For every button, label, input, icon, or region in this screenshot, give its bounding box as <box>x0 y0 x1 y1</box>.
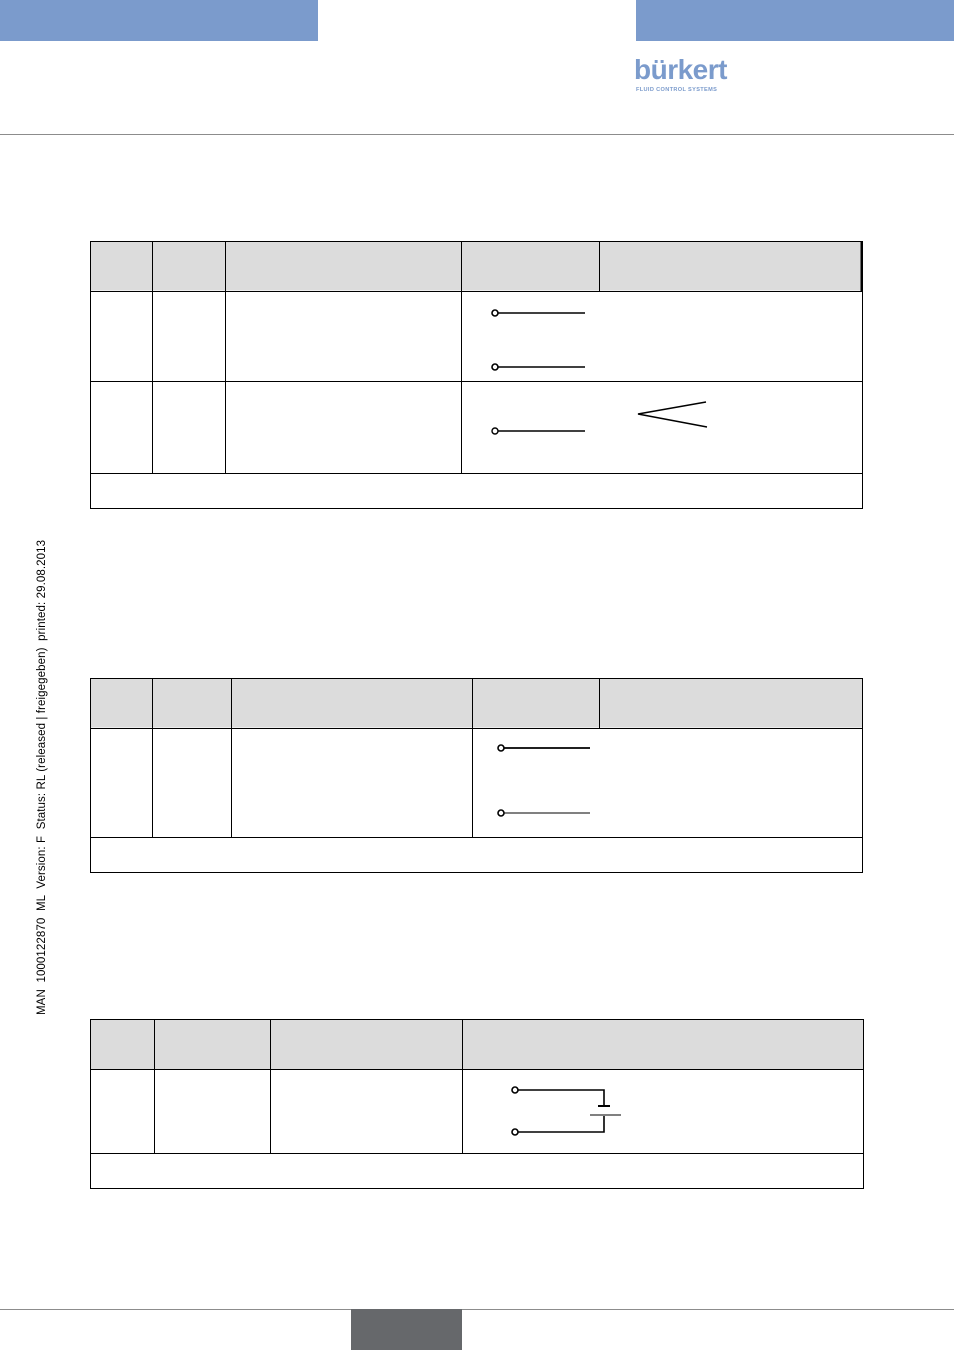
logo-wordmark-text: bürkert <box>634 54 727 85</box>
contact-table-3 <box>90 1019 864 1189</box>
two-terminal-contact-icon <box>498 745 590 816</box>
table-3-header-row <box>91 1020 864 1070</box>
header-divider <box>0 134 954 135</box>
changeover-contact-icon <box>492 402 707 434</box>
page-number-tab <box>351 1309 462 1350</box>
two-terminal-contact-icon <box>492 310 585 370</box>
contact-table-3-grid <box>90 1019 864 1189</box>
contact-table-1-grid <box>90 241 863 509</box>
header-band-right <box>636 0 954 41</box>
table-1-header-row <box>91 242 863 291</box>
footer-divider <box>0 1309 954 1310</box>
table-2-header-row <box>91 679 863 728</box>
dc-voltage-source-icon <box>512 1087 621 1135</box>
contact-table-2 <box>90 678 863 873</box>
burkert-logo <box>634 56 734 96</box>
logo-wordmark <box>634 56 727 84</box>
document-status-note: MAN 1000122870 ML Version: F Status: RL (released | freigegeben) printed: 29.08.2013 <box>36 539 48 1015</box>
header-band-left <box>0 0 318 41</box>
logo-tagline: FLUID CONTROL SYSTEMS <box>636 87 718 93</box>
contact-table-2-grid <box>90 678 863 873</box>
contact-table-1 <box>90 241 863 509</box>
